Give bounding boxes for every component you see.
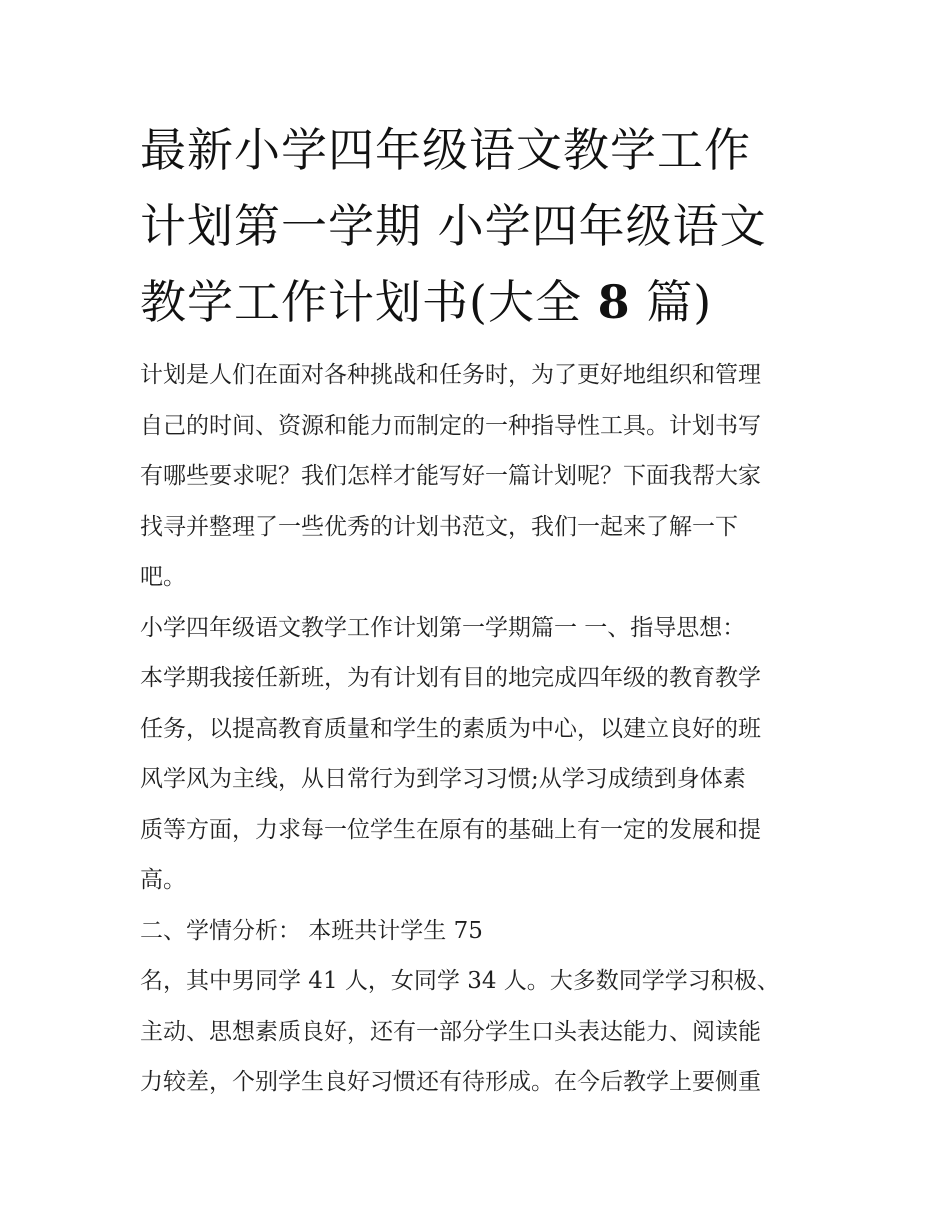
text-line: 主动、思想素质良好，还有一部分学生口头表达能力、阅读能 [140,1018,761,1045]
text-line: 二、学情分析： 本班共计学生 75 [140,917,483,944]
text-line: 有哪些要求呢？我们怎样才能写好一篇计划呢？下面我帮大家 [140,463,761,489]
text-line: 找寻并整理了一些优秀的计划书范文，我们一起来了解一下 [140,513,738,540]
text-line: 质等方面，力求每一位学生在原有的基础上有一定的发展和提 [140,816,761,843]
paragraph-intro [140,350,820,603]
title-line-3-text: 教学工作计划书(大全 [140,275,582,329]
text-line: 高。 [140,867,186,893]
title-number: 8 [597,275,631,329]
text-line: 任务，以提高教育质量和学生的素质为中心，以建立良好的班 [140,715,761,742]
text-line: 名，其中男同学 41 人，女同学 34 人。大多数同学学习积极、 [140,968,780,994]
document-body [140,350,820,1108]
title-line-1: 最新小学四年级语文教学工作 [140,123,751,177]
document-title [140,112,820,340]
text-line: 自己的时间、资源和能力而制定的一种指导性工具。计划书写 [140,412,761,439]
title-line-2: 计划第一学期 小学四年级语文 [140,199,767,253]
text-line: 计划是人们在面对各种挑战和任务时，为了更好地组织和管理 [140,362,761,388]
paragraph-student-analysis [140,906,820,1108]
title-line-3 [140,264,820,340]
text-line: 风学风为主线，从日常行为到学习习惯;从学习成绩到身体素 [140,766,746,792]
title-line-3-end: 篇) [646,275,713,329]
text-line: 吧。 [140,564,186,590]
text-line: 小学四年级语文教学工作计划第一学期篇一 一、指导思想： [140,614,746,641]
paragraph-guiding-thought [140,603,820,906]
text-line: 力较差，个别学生良好习惯还有待形成。在今后教学上要侧重 [140,1069,761,1095]
text-line: 本学期我接任新班，为有计划有目的地完成四年级的教育教学 [140,665,761,691]
document-page [140,112,820,1108]
